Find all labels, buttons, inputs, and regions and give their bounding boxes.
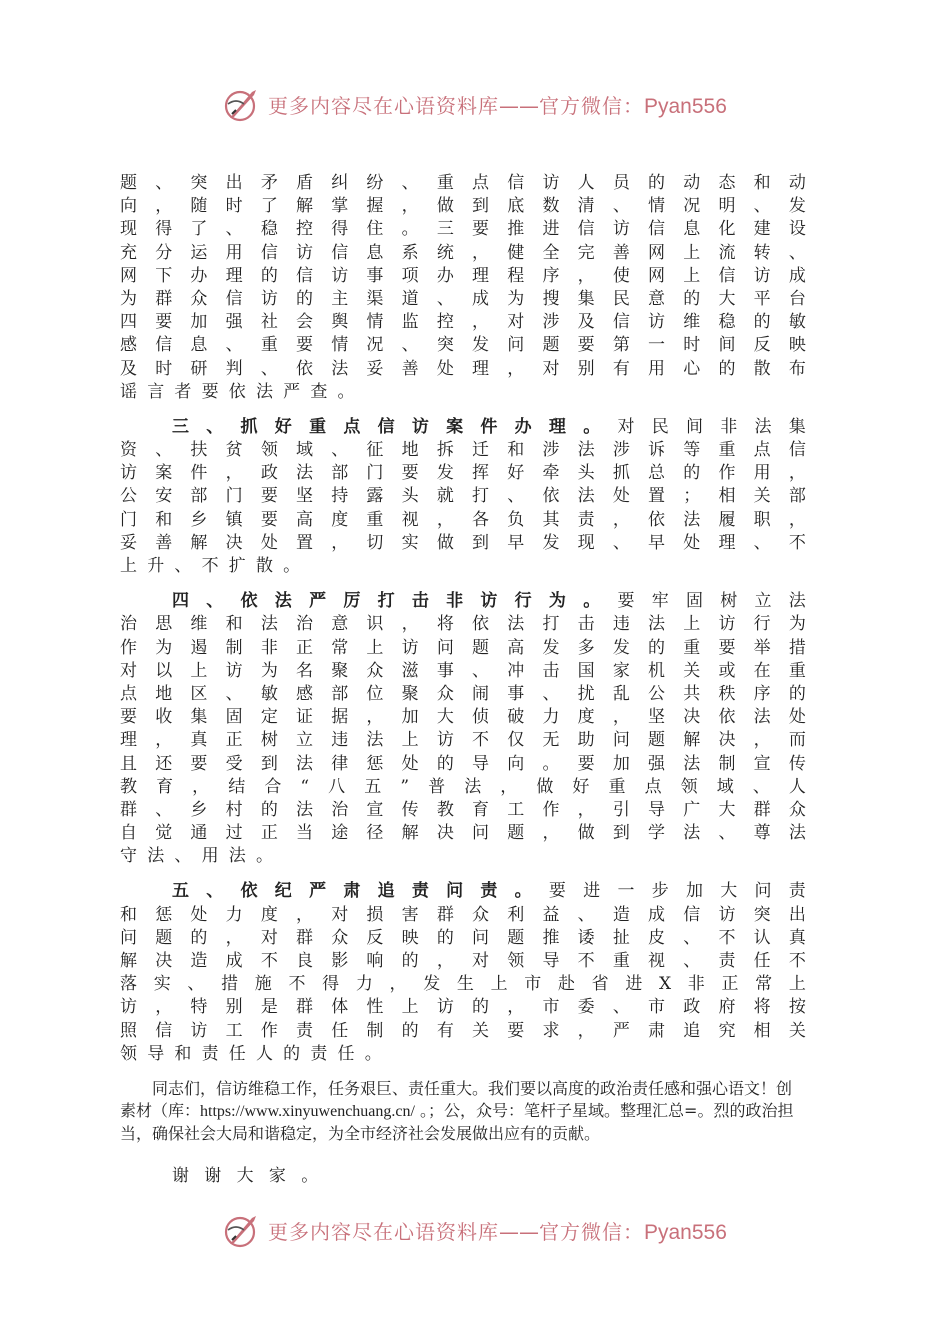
quill-logo-icon	[222, 84, 262, 124]
source-url: https://www.xinyuwenchuang.cn/	[200, 1102, 415, 1120]
section-heading-line: 三 、 抓 好 重 点 信 访 案 件 办 理 。 对 民 间 非 法 集	[172, 416, 806, 437]
banner-wechat-label: 官方微信：	[539, 93, 644, 118]
text-line: 点 地 区 、 敏 感 部 位 聚 众 闹 事 、 扰 乱 公 共 秩 序 的	[120, 683, 806, 704]
text-line: 照 信 访 工 作 责 任 制 的 有 关 要 求 ， 严 肃 追 究 相 关	[120, 1020, 806, 1041]
paragraph-block	[120, 172, 806, 404]
thanks-line: 谢谢大家。	[172, 1165, 334, 1186]
text-line: 门 和 乡 镇 要 高 度 重 视 ， 各 负 其 责 ， 依 法 履 职 ，	[120, 509, 806, 530]
closing-text-2: 。；公，众号：笔杆子星域。整理汇总=。烈的政治担当，确保社会大局和谐稳定，为全市经济社会发展做出应有的贡献。	[120, 1100, 794, 1143]
text-line: 资 、 扶 贫 领 域 、 征 地 拆 迁 和 涉 法 涉 诉 等 重 点 信	[120, 440, 806, 461]
banner-wechat-id: Pyan556	[644, 94, 727, 118]
banner-title: 更多内容尽在心语资料库	[268, 1219, 499, 1244]
text-line: 自 觉 通 过 正 当 途 径 解 决 问 题 ， 做 到 学 法 、 尊 法	[120, 823, 806, 844]
text-line: 为 群 众 信 访 的 主 渠 道 、 成 为 搜 集 民 意 的 大 平 台	[120, 288, 806, 309]
banner-wechat-label: 官方微信：	[539, 1219, 644, 1244]
text-line: 访 ， 特 别 是 群 体 性 上 访 的 ， 市 委 、 市 政 府 将 按	[120, 997, 806, 1018]
text-line: 问 题 的 ， 对 群 众 反 映 的 问 题 推 诿 扯 皮 、 不 认 真	[120, 927, 806, 948]
banner-wechat-id: Pyan556	[644, 1220, 727, 1244]
text-line: 领 导 和 责 任 人 的 责 任 。	[120, 1043, 382, 1064]
text-line: 现 得 了 、 稳 控 得 住 。 三 要 推 进 信 访 信 息 化 建 设	[120, 219, 806, 240]
text-line: 感 信 息 、 重 要 情 况 、 突 发 问 题 要 第 一 时 间 反 映	[120, 335, 806, 356]
section-heading-line: 五 、 依 纪 严 肃 追 责 问 责 。 要 进 一 步 加 大 问 责	[172, 881, 806, 902]
text-line: 网 下 办 理 的 信 访 事 项 办 理 程 序 ， 使 网 上 信 访 成	[120, 265, 806, 286]
text-line: 群 、 乡 村 的 法 治 宣 传 教 育 工 作 ， 引 导 广 大 群 众	[120, 799, 806, 820]
text-line: 教 育 ， 结 合 “ 八 五 ” 普 法 ， 做 好 重 点 领 域 、 人	[120, 776, 806, 797]
text-line: 且 还 要 受 到 法 律 惩 处 的 导 向 。 要 加 强 法 制 宣 传	[120, 753, 806, 774]
text-line: 访 案 件 ， 政 法 部 门 要 发 挥 好 牵 头 抓 总 的 作 用 ，	[120, 463, 806, 484]
text-line: 及 时 研 判 、 依 法 妥 善 处 理 ， 对 别 有 用 心 的 散 布	[120, 358, 806, 379]
text-line: 四 要 加 强 社 会 舆 情 监 控 ， 对 涉 及 信 访 维 稳 的 敏	[120, 312, 806, 333]
section-heading-line: 四 、 依 法 严 厉 打 击 非 访 行 为 。 要 牢 固 树 立 法	[172, 591, 806, 612]
text-line: 妥 善 解 决 处 置 ， 切 实 做 到 早 发 现 、 早 处 理 、 不	[120, 532, 806, 553]
paragraph-block	[120, 868, 806, 1066]
text-line: 上 升 、 不 扩 散 。	[120, 556, 301, 576]
text-line: 和 惩 处 力 度 ， 对 损 害 群 众 利 益 、 造 成 信 访 突 出	[120, 904, 806, 925]
header-watermark-banner	[0, 82, 950, 126]
text-line: 守 法 、 用 法 。	[120, 846, 273, 867]
text-line: 治 思 维 和 法 治 意 识 ， 将 依 法 打 击 违 法 上 访 行 为	[120, 614, 806, 635]
text-line: 解 决 造 成 不 良 影 响 的 ， 对 领 导 不 重 视 、 责 任 不	[120, 951, 806, 971]
text-line: 落 实 、 措 施 不 得 力 ， 发 生 上 市 赴 省 进 X 非 正 常 上	[120, 974, 806, 995]
document-body	[120, 172, 806, 1186]
paragraph-block	[120, 404, 806, 578]
closing-text-1: 同志们，信访维稳工作，任务艰巨、责任重大。我们要以高度的政治责任感和强心语文！创素材（库：	[120, 1078, 793, 1120]
text-line: 作 为 遏 制 非 正 常 上 访 问 题 高 发 多 发 的 重 要 举 措	[120, 637, 806, 658]
banner-separator: ——	[499, 1219, 539, 1244]
text-line: 对 以 上 访 为 名 聚 众 滋 事 、 冲 击 国 家 机 关 或 在 重	[120, 660, 806, 681]
text-line: 谣 言 者 要 依 法 严 查 。	[120, 381, 355, 402]
banner-separator: ——	[499, 93, 539, 118]
closing-paragraph	[120, 1078, 806, 1145]
paragraph-block	[120, 578, 806, 868]
footer-watermark-banner	[0, 1208, 950, 1252]
banner-title: 更多内容尽在心语资料库	[268, 93, 499, 118]
text-line: 公 安 部 门 要 坚 持 露 头 就 打 、 依 法 处 置 ； 相 关 部	[120, 486, 806, 507]
text-line: 理 ， 真 正 树 立 违 法 上 访 不 仅 无 助 问 题 解 决 ， 而	[120, 730, 806, 751]
text-line: 要 收 集 固 定 证 据 ， 加 大 侦 破 力 度 ， 坚 决 依 法 处	[120, 707, 806, 728]
text-line: 题 、 突 出 矛 盾 纠 纷 、 重 点 信 访 人 员 的 动 态 和 动	[120, 173, 806, 193]
text-line: 向 ， 随 时 了 解 掌 握 ， 做 到 底 数 清 、 情 况 明 、 发	[120, 196, 806, 217]
quill-logo-icon	[222, 1210, 262, 1250]
text-line: 充 分 运 用 信 访 信 息 系 统 ， 健 全 完 善 网 上 流 转 、	[120, 242, 806, 263]
